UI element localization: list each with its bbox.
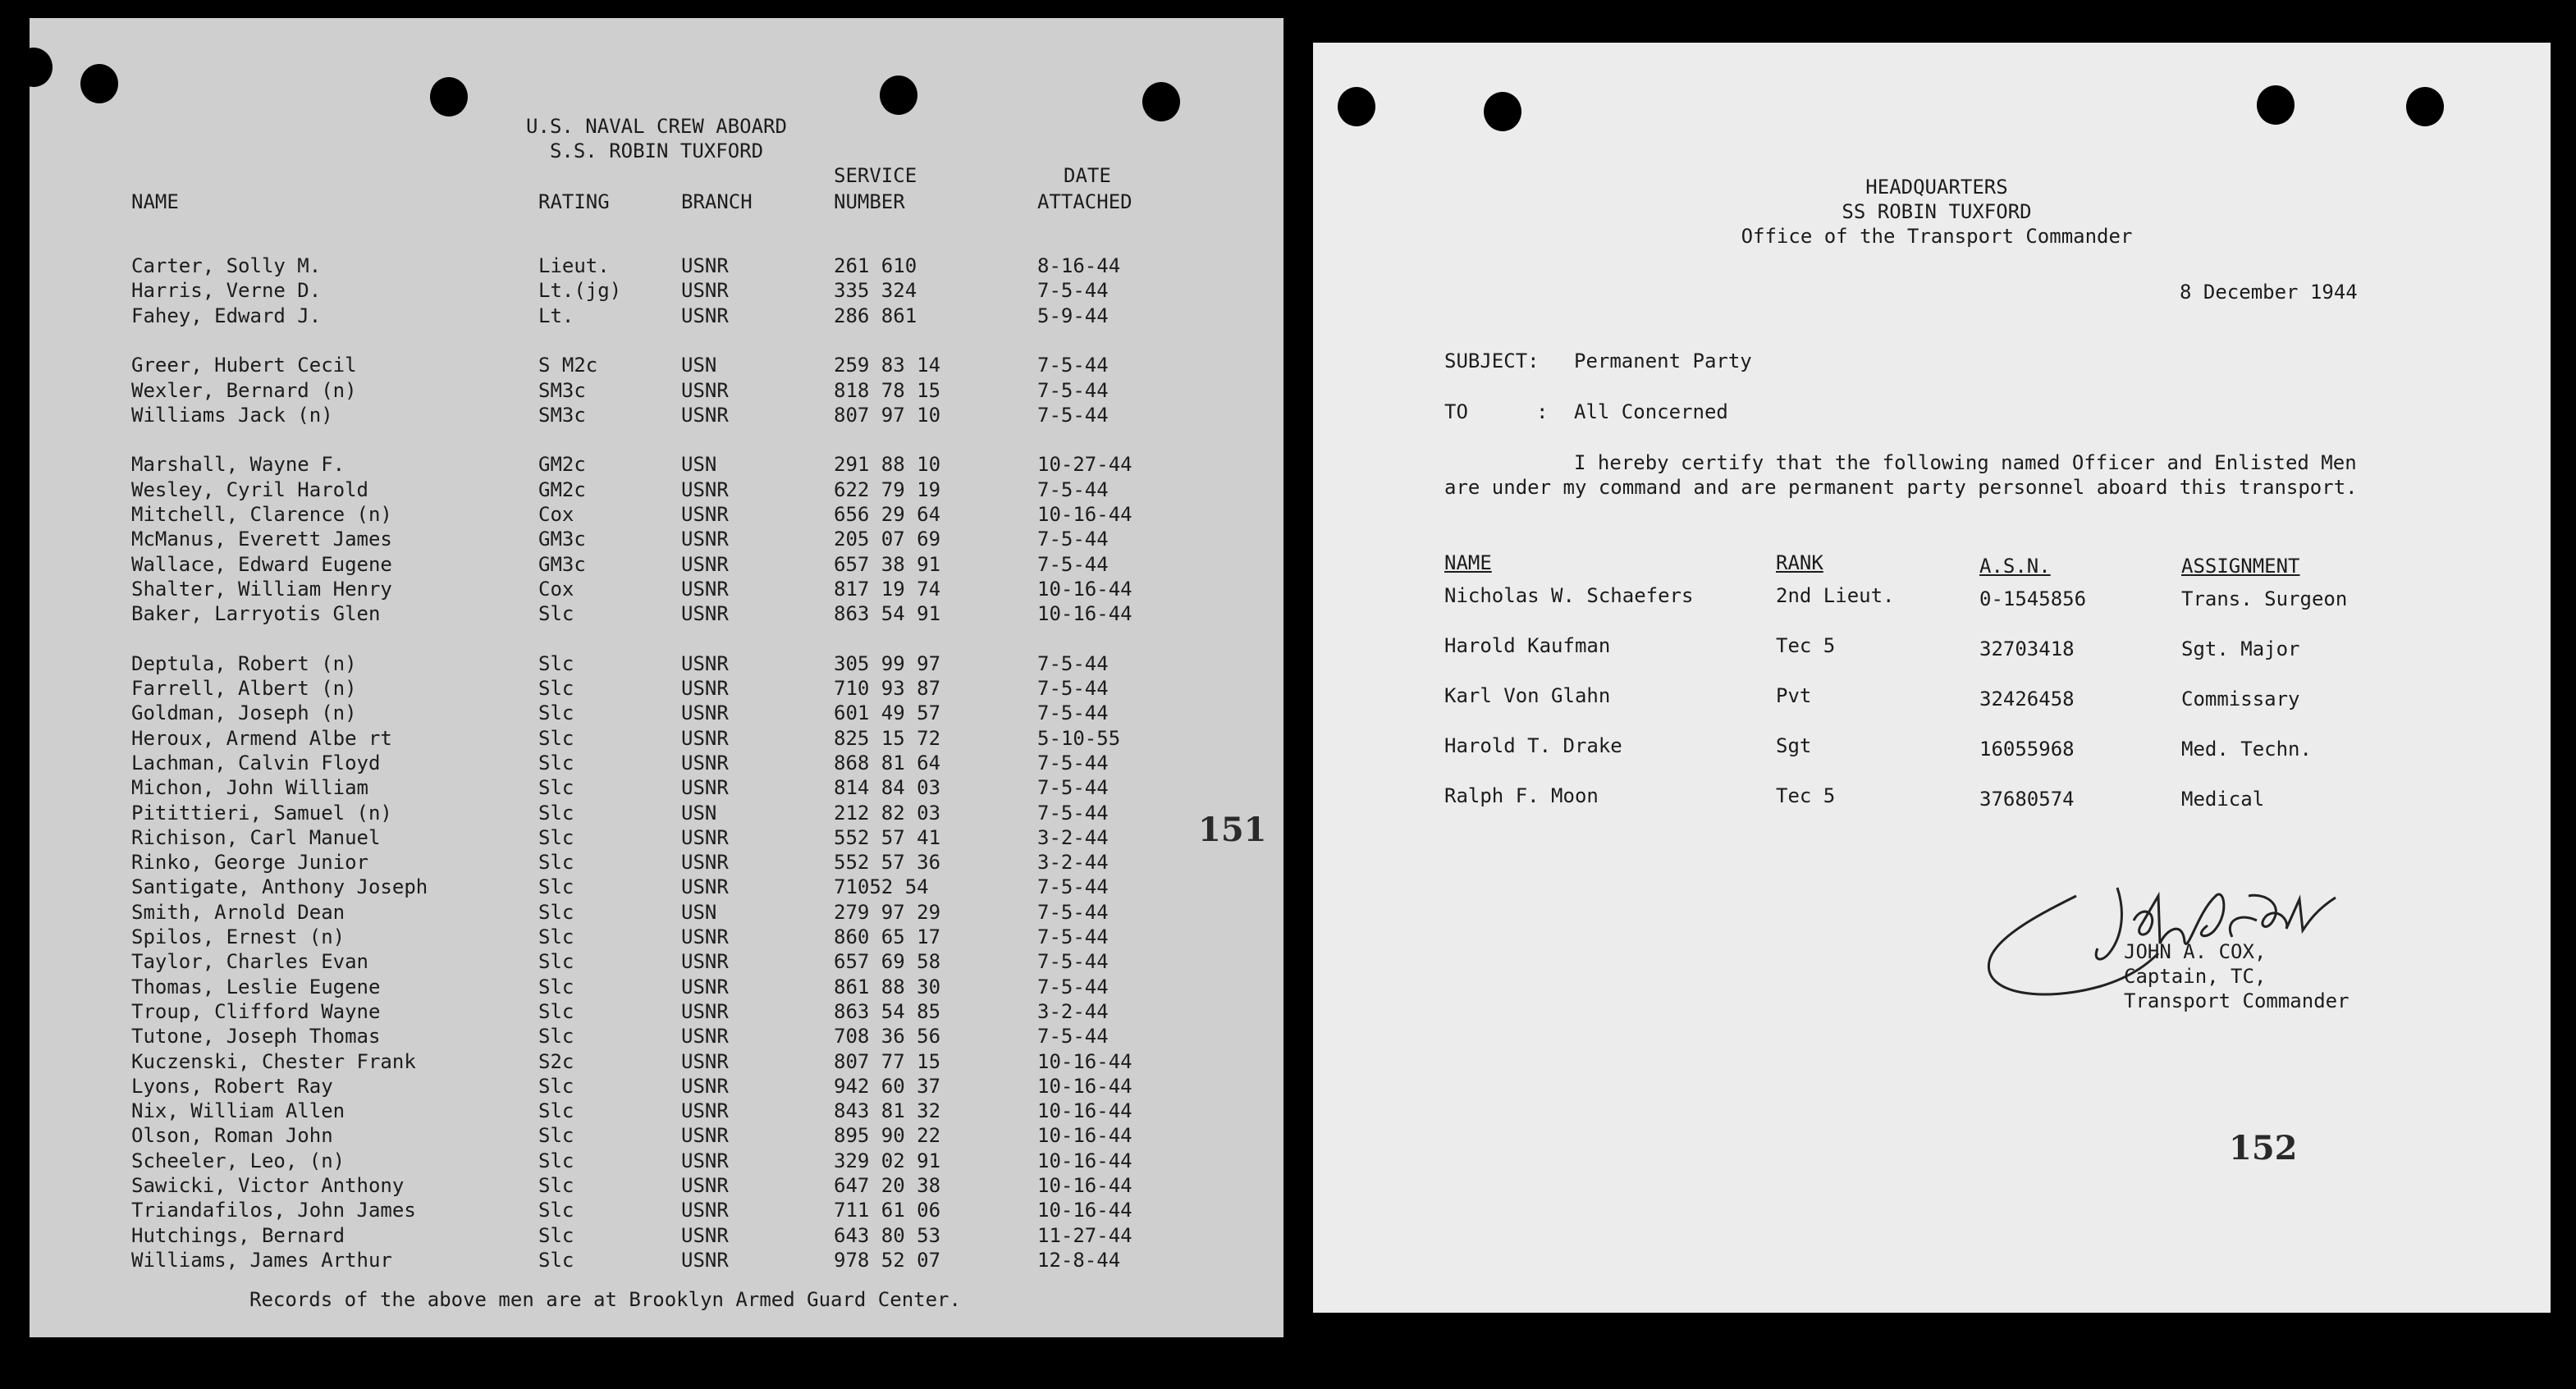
personnel-row [1313, 784, 2551, 809]
crew-date-attached: 7-5-44 [1037, 925, 1109, 948]
roster-footer: Records of the above men are at Brooklyn Armed Guard Center. [249, 1288, 961, 1311]
roster-row [30, 453, 1283, 477]
punch-hole [1484, 92, 1521, 131]
table-header-rank: RANK [1776, 551, 1823, 574]
roster-row [30, 701, 1283, 726]
crew-name: Kuczenski, Chester Frank [131, 1050, 416, 1073]
person-asn: 32426458 [1979, 688, 2075, 710]
hq-header-line3: Office of the Transport Commander [1741, 225, 2133, 248]
person-asn: 32703418 [1979, 637, 2075, 660]
crew-service-number: 825 15 72 [834, 727, 941, 750]
header-branch: BRANCH [681, 190, 753, 213]
crew-rating: Slc [538, 802, 574, 825]
crew-branch: USNR [681, 701, 729, 724]
crew-date-attached: 10-16-44 [1037, 578, 1132, 601]
crew-service-number: 647 20 38 [834, 1174, 941, 1197]
crew-name: Fahey, Edward J. [131, 304, 322, 327]
crew-name: Triandafilos, John James [131, 1199, 416, 1222]
crew-date-attached: 7-5-44 [1037, 478, 1109, 501]
hq-header-line2: SS ROBIN TUXFORD [1842, 200, 2032, 223]
page-number-stamp: 151 [1198, 811, 1267, 849]
crew-name: Tutone, Joseph Thomas [131, 1025, 381, 1048]
table-header-assignment: ASSIGNMENT [2181, 555, 2300, 578]
crew-branch: USNR [681, 776, 729, 799]
person-assignment: Medical [2181, 788, 2265, 811]
crew-branch: USNR [681, 752, 729, 774]
crew-date-attached: 7-5-44 [1037, 652, 1109, 675]
crew-date-attached: 7-5-44 [1037, 354, 1109, 377]
crew-branch: USNR [681, 1124, 729, 1147]
crew-rating: Slc [538, 1174, 574, 1197]
subject-value: Permanent Party [1574, 350, 1752, 372]
crew-rating: SM3c [538, 379, 586, 402]
roster-title-line1: U.S. NAVAL CREW ABOARD [526, 115, 787, 138]
crew-name: Pitittieri, Samuel (n) [131, 802, 392, 825]
personnel-row [1313, 634, 2551, 659]
crew-service-number: 711 61 06 [834, 1199, 941, 1222]
roster-row [30, 503, 1283, 528]
crew-date-attached: 7-5-44 [1037, 875, 1109, 898]
roster-row [30, 1000, 1283, 1025]
signature-title1: Captain, TC, [2124, 965, 2267, 988]
crew-rating: GM3c [538, 553, 586, 576]
crew-date-attached: 10-16-44 [1037, 1075, 1132, 1098]
roster-row [30, 875, 1283, 900]
crew-branch: USN [681, 354, 717, 377]
crew-rating: Slc [538, 1249, 574, 1272]
crew-service-number: 817 19 74 [834, 578, 941, 601]
person-asn: 0-1545856 [1979, 587, 2087, 610]
crew-name: Lachman, Calvin Floyd [131, 752, 381, 774]
crew-branch: USNR [681, 304, 729, 327]
roster-row [30, 652, 1283, 677]
roster-title-line2: S.S. ROBIN TUXFORD [549, 139, 764, 162]
crew-name: Heroux, Armend Albe rt [131, 727, 392, 750]
crew-rating: Slc [538, 677, 574, 700]
crew-branch: USNR [681, 1050, 729, 1073]
crew-service-number: 286 861 [834, 304, 917, 327]
roster-row [30, 354, 1283, 378]
roster-row [30, 1149, 1283, 1174]
crew-date-attached: 11-27-44 [1037, 1224, 1132, 1247]
crew-name: Wallace, Edward Eugene [131, 553, 392, 576]
person-rank: Pvt [1776, 684, 1812, 707]
roster-row [30, 1099, 1283, 1124]
crew-date-attached: 7-5-44 [1037, 950, 1109, 973]
hq-header-line1: HEADQUARTERS [1865, 176, 2008, 199]
crew-branch: USNR [681, 1199, 729, 1222]
signature-title2: Transport Commander [2124, 989, 2350, 1012]
roster-row [30, 802, 1283, 826]
crew-name: Scheeler, Leo, (n) [131, 1149, 345, 1172]
crew-name: Mitchell, Clarence (n) [131, 503, 392, 526]
crew-rating: Slc [538, 1224, 574, 1247]
signature-name: JOHN A. COX, [2124, 940, 2267, 963]
roster-row [30, 404, 1283, 428]
person-assignment: Commissary [2181, 688, 2300, 710]
crew-branch: USNR [681, 875, 729, 898]
document-date: 8 December 1944 [2180, 281, 2358, 304]
body-line2: are under my command and are permanent party personnel aboard this transport. [1444, 476, 2358, 499]
roster-row [30, 528, 1283, 552]
roster-row [30, 578, 1283, 602]
crew-rating: SM3c [538, 404, 586, 427]
roster-row [30, 1075, 1283, 1099]
crew-name: Santigate, Anthony Joseph [131, 875, 428, 898]
header-rating: RATING [538, 190, 610, 213]
punch-hole [2257, 85, 2295, 125]
crew-branch: USNR [681, 379, 729, 402]
crew-service-number: 657 38 91 [834, 553, 941, 576]
person-assignment: Trans. Surgeon [2181, 587, 2348, 610]
crew-date-attached: 7-5-44 [1037, 901, 1109, 924]
crew-date-attached: 10-16-44 [1037, 1099, 1132, 1122]
crew-service-number: 291 88 10 [834, 453, 941, 476]
crew-rating: Slc [538, 851, 574, 874]
crew-name: Wesley, Cyril Harold [131, 478, 368, 501]
crew-rating: S M2c [538, 354, 598, 377]
roster-row [30, 925, 1283, 950]
personnel-row [1313, 734, 2551, 759]
roster-row [30, 279, 1283, 304]
punch-hole [80, 64, 118, 103]
crew-date-attached: 3-2-44 [1037, 826, 1109, 849]
person-assignment: Sgt. Major [2181, 637, 2300, 660]
body-line1: I hereby certify that the following named Officer and Enlisted Men [1574, 451, 2357, 474]
crew-date-attached: 7-5-44 [1037, 379, 1109, 402]
crew-date-attached: 10-16-44 [1037, 503, 1132, 526]
crew-date-attached: 7-5-44 [1037, 528, 1109, 551]
roster-row [30, 975, 1283, 1000]
roster-row [30, 752, 1283, 776]
crew-date-attached: 10-27-44 [1037, 453, 1132, 476]
crew-rating: Slc [538, 950, 574, 973]
personnel-row [1313, 584, 2551, 609]
crew-name: Hutchings, Bernard [131, 1224, 345, 1247]
crew-name: Rinko, George Junior [131, 851, 368, 874]
crew-date-attached: 7-5-44 [1037, 802, 1109, 825]
crew-service-number: 708 36 56 [834, 1025, 941, 1048]
crew-branch: USNR [681, 1174, 729, 1197]
punch-hole [430, 77, 468, 117]
crew-service-number: 978 52 07 [834, 1249, 941, 1272]
crew-branch: USNR [681, 1249, 729, 1272]
crew-branch: USNR [681, 1149, 729, 1172]
roster-row [30, 1174, 1283, 1199]
crew-name: Williams, James Arthur [131, 1249, 392, 1272]
crew-branch: USNR [681, 578, 729, 601]
crew-service-number: 622 79 19 [834, 478, 941, 501]
certificate-page [1313, 43, 2551, 1313]
page-number-stamp: 152 [2229, 1129, 2298, 1167]
crew-branch: USNR [681, 975, 729, 998]
crew-name: Goldman, Joseph (n) [131, 701, 357, 724]
crew-date-attached: 7-5-44 [1037, 776, 1109, 799]
crew-service-number: 259 83 14 [834, 354, 941, 377]
crew-date-attached: 8-16-44 [1037, 254, 1121, 277]
crew-branch: USNR [681, 727, 729, 750]
punch-hole [2406, 87, 2444, 126]
person-name: Karl Von Glahn [1444, 684, 1611, 707]
crew-rating: Slc [538, 727, 574, 750]
crew-name: Carter, Solly M. [131, 254, 322, 277]
crew-rating: Slc [538, 875, 574, 898]
crew-service-number: 814 84 03 [834, 776, 941, 799]
crew-rating: Slc [538, 975, 574, 998]
person-name: Nicholas W. Schaefers [1444, 584, 1694, 607]
crew-branch: USNR [681, 404, 729, 427]
roster-row [30, 254, 1283, 279]
crew-branch: USNR [681, 851, 729, 874]
punch-hole [880, 75, 917, 115]
crew-rating: Slc [538, 752, 574, 774]
crew-branch: USN [681, 901, 717, 924]
crew-date-attached: 10-16-44 [1037, 1199, 1132, 1222]
crew-name: Lyons, Robert Ray [131, 1075, 333, 1098]
crew-service-number: 279 97 29 [834, 901, 941, 924]
crew-date-attached: 10-16-44 [1037, 1149, 1132, 1172]
crew-date-attached: 7-5-44 [1037, 975, 1109, 998]
crew-name: Williams Jack (n) [131, 404, 333, 427]
crew-branch: USNR [681, 1025, 729, 1048]
crew-service-number: 895 90 22 [834, 1124, 941, 1147]
person-assignment: Med. Techn. [2181, 738, 2312, 761]
crew-branch: USNR [681, 652, 729, 675]
crew-name: Spilos, Ernest (n) [131, 925, 345, 948]
crew-service-number: 861 88 30 [834, 975, 941, 998]
crew-name: Marshall, Wayne F. [131, 453, 345, 476]
crew-date-attached: 12-8-44 [1037, 1249, 1121, 1272]
roster-row [30, 1025, 1283, 1049]
crew-date-attached: 7-5-44 [1037, 677, 1109, 700]
crew-branch: USNR [681, 478, 729, 501]
crew-branch: USNR [681, 950, 729, 973]
crew-service-number: 656 29 64 [834, 503, 941, 526]
crew-rating: S2c [538, 1050, 574, 1073]
crew-rating: Slc [538, 652, 574, 675]
table-header-name: NAME [1444, 551, 1492, 574]
crew-date-attached: 7-5-44 [1037, 701, 1109, 724]
crew-name: Smith, Arnold Dean [131, 901, 345, 924]
roster-row [30, 1199, 1283, 1223]
crew-rating: Slc [538, 1149, 574, 1172]
crew-name: Olson, Roman John [131, 1124, 333, 1147]
crew-name: Sawicki, Victor Anthony [131, 1174, 405, 1197]
person-asn: 16055968 [1979, 738, 2075, 761]
crew-service-number: 863 54 91 [834, 602, 941, 625]
roster-row [30, 1249, 1283, 1273]
crew-branch: USNR [681, 503, 729, 526]
person-asn: 37680574 [1979, 788, 2075, 811]
roster-row [30, 950, 1283, 975]
crew-service-number: 942 60 37 [834, 1075, 941, 1098]
subject-label: SUBJECT: [1444, 350, 1540, 372]
crew-rating: Cox [538, 503, 574, 526]
roster-row [30, 677, 1283, 701]
roster-row [30, 553, 1283, 578]
roster-row [30, 727, 1283, 752]
header-date-line1: DATE [1064, 164, 1111, 187]
crew-rating: GM3c [538, 528, 586, 551]
roster-page [30, 18, 1283, 1337]
header-date-line2: ATTACHED [1037, 190, 1132, 213]
punch-hole [30, 48, 53, 87]
roster-row [30, 602, 1283, 627]
roster-row [30, 304, 1283, 329]
person-rank: Tec 5 [1776, 784, 1836, 807]
crew-name: Michon, John William [131, 776, 368, 799]
to-value: All Concerned [1574, 400, 1728, 423]
crew-date-attached: 10-16-44 [1037, 602, 1132, 625]
crew-rating: Slc [538, 1199, 574, 1222]
crew-service-number: 205 07 69 [834, 528, 941, 551]
crew-rating: Slc [538, 1124, 574, 1147]
crew-rating: Lieut. [538, 254, 610, 277]
crew-service-number: 868 81 64 [834, 752, 941, 774]
crew-branch: USNR [681, 1000, 729, 1023]
person-name: Ralph F. Moon [1444, 784, 1599, 807]
crew-branch: USNR [681, 677, 729, 700]
crew-service-number: 807 77 15 [834, 1050, 941, 1073]
roster-row [30, 1050, 1283, 1075]
crew-rating: Slc [538, 701, 574, 724]
person-name: Harold Kaufman [1444, 634, 1611, 657]
crew-name: Nix, William Allen [131, 1099, 345, 1122]
crew-service-number: 818 78 15 [834, 379, 941, 402]
crew-branch: USNR [681, 1099, 729, 1122]
crew-service-number: 601 49 57 [834, 701, 941, 724]
crew-service-number: 261 610 [834, 254, 917, 277]
crew-branch: USNR [681, 1075, 729, 1098]
crew-name: Farrell, Albert (n) [131, 677, 357, 700]
crew-service-number: 71052 54 [834, 875, 929, 898]
crew-name: Richison, Carl Manuel [131, 826, 381, 849]
roster-row [30, 1224, 1283, 1249]
person-rank: Tec 5 [1776, 634, 1836, 657]
crew-date-attached: 7-5-44 [1037, 752, 1109, 774]
crew-service-number: 335 324 [834, 279, 917, 302]
roster-row [30, 379, 1283, 404]
crew-rating: Lt. [538, 304, 574, 327]
header-service-line1: SERVICE [834, 164, 917, 187]
crew-date-attached: 7-5-44 [1037, 1025, 1109, 1048]
crew-date-attached: 7-5-44 [1037, 553, 1109, 576]
crew-rating: Cox [538, 578, 574, 601]
crew-service-number: 710 93 87 [834, 677, 941, 700]
crew-branch: USNR [681, 528, 729, 551]
crew-rating: Slc [538, 1099, 574, 1122]
crew-rating: GM2c [538, 453, 586, 476]
header-service-line2: NUMBER [834, 190, 905, 213]
roster-row [30, 901, 1283, 925]
crew-branch: USNR [681, 826, 729, 849]
crew-name: Shalter, William Henry [131, 578, 392, 601]
crew-service-number: 552 57 41 [834, 826, 941, 849]
crew-branch: USN [681, 802, 717, 825]
personnel-row [1313, 684, 2551, 709]
crew-date-attached: 5-10-55 [1037, 727, 1121, 750]
crew-service-number: 552 57 36 [834, 851, 941, 874]
crew-date-attached: 10-16-44 [1037, 1174, 1132, 1197]
roster-row [30, 478, 1283, 503]
crew-rating: GM2c [538, 478, 586, 501]
crew-rating: Lt.(jg) [538, 279, 622, 302]
crew-date-attached: 10-16-44 [1037, 1124, 1132, 1147]
crew-branch: USNR [681, 279, 729, 302]
roster-row [30, 1124, 1283, 1149]
table-header-asn: A.S.N. [1979, 555, 2051, 578]
crew-date-attached: 3-2-44 [1037, 1000, 1109, 1023]
roster-row [30, 776, 1283, 801]
person-name: Harold T. Drake [1444, 734, 1622, 757]
crew-rating: Slc [538, 826, 574, 849]
crew-service-number: 863 54 85 [834, 1000, 941, 1023]
header-name: NAME [131, 190, 179, 213]
crew-service-number: 643 80 53 [834, 1224, 941, 1247]
crew-rating: Slc [538, 1025, 574, 1048]
crew-service-number: 305 99 97 [834, 652, 941, 675]
crew-name: Wexler, Bernard (n) [131, 379, 357, 402]
punch-hole [1338, 87, 1375, 126]
crew-branch: USN [681, 453, 717, 476]
crew-service-number: 860 65 17 [834, 925, 941, 948]
crew-name: Taylor, Charles Evan [131, 950, 368, 973]
crew-branch: USNR [681, 925, 729, 948]
crew-service-number: 807 97 10 [834, 404, 941, 427]
crew-branch: USNR [681, 254, 729, 277]
crew-name: Deptula, Robert (n) [131, 652, 357, 675]
crew-date-attached: 7-5-44 [1037, 404, 1109, 427]
person-rank: Sgt [1776, 734, 1812, 757]
to-label: TO [1444, 400, 1468, 423]
crew-rating: Slc [538, 901, 574, 924]
crew-name: Troup, Clifford Wayne [131, 1000, 381, 1023]
crew-name: Greer, Hubert Cecil [131, 354, 357, 377]
crew-date-attached: 10-16-44 [1037, 1050, 1132, 1073]
crew-branch: USNR [681, 602, 729, 625]
to-colon: : [1536, 400, 1549, 423]
crew-rating: Slc [538, 776, 574, 799]
crew-date-attached: 7-5-44 [1037, 279, 1109, 302]
crew-rating: Slc [538, 1000, 574, 1023]
crew-branch: USNR [681, 553, 729, 576]
crew-service-number: 843 81 32 [834, 1099, 941, 1122]
crew-date-attached: 5-9-44 [1037, 304, 1109, 327]
crew-name: Thomas, Leslie Eugene [131, 975, 381, 998]
crew-name: McManus, Everett James [131, 528, 392, 551]
roster-row [30, 851, 1283, 875]
roster-row [30, 826, 1283, 851]
crew-service-number: 329 02 91 [834, 1149, 941, 1172]
crew-service-number: 212 82 03 [834, 802, 941, 825]
crew-name: Harris, Verne D. [131, 279, 322, 302]
crew-branch: USNR [681, 1224, 729, 1247]
crew-rating: Slc [538, 1075, 574, 1098]
crew-service-number: 657 69 58 [834, 950, 941, 973]
person-rank: 2nd Lieut. [1776, 584, 1895, 607]
crew-date-attached: 3-2-44 [1037, 851, 1109, 874]
crew-name: Baker, Larryotis Glen [131, 602, 381, 625]
crew-rating: Slc [538, 602, 574, 625]
crew-rating: Slc [538, 925, 574, 948]
